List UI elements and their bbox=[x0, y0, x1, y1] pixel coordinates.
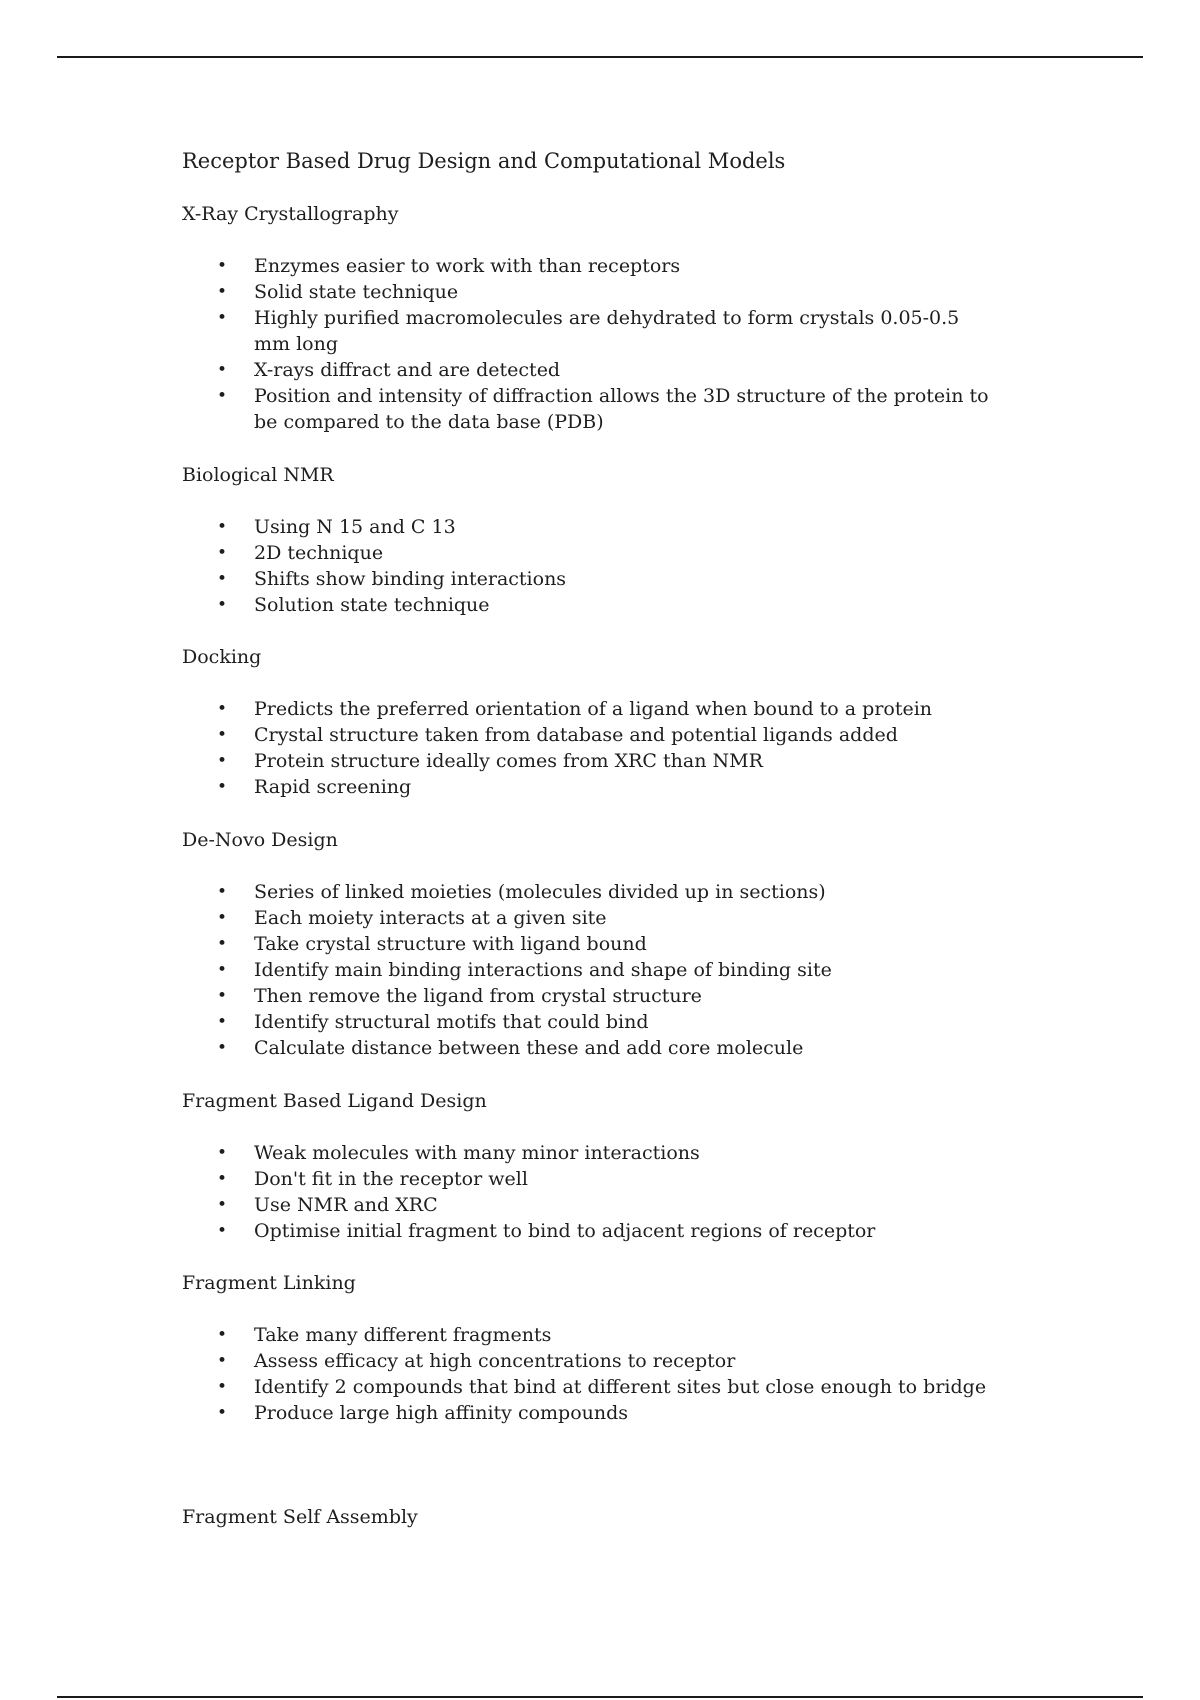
section-heading: Fragment Based Ligand Design bbox=[182, 1090, 487, 1112]
bullet-dot-icon: • bbox=[217, 308, 228, 328]
bullet-dot-icon: • bbox=[217, 1377, 228, 1397]
section-heading: X-Ray Crystallography bbox=[182, 203, 399, 225]
list-item: • Rapid screening bbox=[217, 776, 412, 798]
list-item: • Solution state technique bbox=[217, 594, 490, 616]
bullet-dot-icon: • bbox=[217, 751, 228, 771]
section-fragment-based-ligand-design bbox=[182, 1088, 1062, 1244]
bullet-dot-icon: • bbox=[217, 699, 228, 719]
bullet-dot-icon: • bbox=[217, 1038, 228, 1058]
bullet-dot-icon: • bbox=[217, 1169, 228, 1189]
list-item: • Then remove the ligand from crystal structure bbox=[217, 985, 702, 1007]
bullet-dot-icon: • bbox=[217, 282, 228, 302]
bullet-dot-icon: • bbox=[217, 1403, 228, 1423]
section-biological-nmr bbox=[182, 462, 1062, 618]
list-item: • Identify main binding interactions and shape of binding site bbox=[217, 959, 832, 981]
list-item: • Weak molecules with many minor interactions bbox=[217, 1142, 700, 1164]
bullet-dot-icon: • bbox=[217, 386, 228, 406]
bullet-dot-icon: • bbox=[217, 882, 228, 902]
list-item: • Protein structure ideally comes from XRC than NMR bbox=[217, 750, 763, 772]
list-item: • Take many different fragments bbox=[217, 1324, 552, 1346]
bullet-dot-icon: • bbox=[217, 569, 228, 589]
bullet-dot-icon: • bbox=[217, 256, 228, 276]
list-item: • Use NMR and XRC bbox=[217, 1194, 438, 1216]
bullet-dot-icon: • bbox=[217, 1195, 228, 1215]
list-item: • Identify 2 compounds that bind at different sites but close enough to bridge bbox=[217, 1376, 987, 1398]
list-item: • Series of linked moieties (molecules divided up in sections) bbox=[217, 881, 826, 903]
bullet-list bbox=[182, 253, 1062, 435]
bullet-dot-icon: • bbox=[217, 777, 228, 797]
bullet-dot-icon: • bbox=[217, 1143, 228, 1163]
list-item: • Crystal structure taken from database and potential ligands added bbox=[217, 724, 898, 746]
list-item: • Identify structural motifs that could bind bbox=[217, 1011, 649, 1033]
bullet-dot-icon: • bbox=[217, 543, 228, 563]
bullet-list bbox=[182, 696, 1062, 800]
bullet-dot-icon: • bbox=[217, 1012, 228, 1032]
section-heading: Fragment Self Assembly bbox=[182, 1506, 418, 1528]
bullet-list bbox=[182, 514, 1062, 618]
bullet-dot-icon: • bbox=[217, 1221, 228, 1241]
section-heading: De-Novo Design bbox=[182, 829, 338, 851]
list-item: • Assess efficacy at high concentrations to receptor bbox=[217, 1350, 736, 1372]
section-de-novo-design bbox=[182, 827, 1062, 1061]
bullet-list bbox=[182, 879, 1062, 1061]
section-xray-crystallography bbox=[182, 201, 1062, 435]
bullet-dot-icon: • bbox=[217, 360, 228, 380]
list-item: • Take crystal structure with ligand bound bbox=[217, 933, 647, 955]
list-item: • Produce large high affinity compounds bbox=[217, 1402, 629, 1424]
list-item: • Highly purified macromolecules are dehydrated to form crystals 0.05-0.5 mm long bbox=[217, 307, 960, 355]
list-item: • Solid state technique bbox=[217, 281, 459, 303]
section-heading: Docking bbox=[182, 646, 262, 668]
section-fragment-self-assembly bbox=[182, 1504, 1062, 1530]
bullet-dot-icon: • bbox=[217, 517, 228, 537]
bullet-dot-icon: • bbox=[217, 908, 228, 928]
list-item: • Predicts the preferred orientation of a ligand when bound to a protein bbox=[217, 698, 933, 720]
section-heading: Biological NMR bbox=[182, 464, 334, 486]
list-item: • X-rays diffract and are detected bbox=[217, 359, 561, 381]
section-fragment-linking bbox=[182, 1270, 1062, 1426]
bullet-list bbox=[182, 1322, 1062, 1426]
list-item: • Position and intensity of diffraction allows the 3D structure of the protein to be compared to the data base (PDB) bbox=[217, 385, 989, 433]
list-item: • Enzymes easier to work with than receptors bbox=[217, 255, 681, 277]
list-item: • Calculate distance between these and add core molecule bbox=[217, 1037, 804, 1059]
page-bottom-rule bbox=[57, 1696, 1143, 1698]
list-item: • Shifts show binding interactions bbox=[217, 568, 567, 590]
bullet-dot-icon: • bbox=[217, 725, 228, 745]
bullet-dot-icon: • bbox=[217, 595, 228, 615]
list-item: • Don't fit in the receptor well bbox=[217, 1168, 528, 1190]
document-title: Receptor Based Drug Design and Computational Models bbox=[182, 149, 786, 173]
bullet-dot-icon: • bbox=[217, 934, 228, 954]
list-item: • 2D technique bbox=[217, 542, 384, 564]
section-docking bbox=[182, 644, 1062, 800]
bullet-dot-icon: • bbox=[217, 1351, 228, 1371]
bullet-dot-icon: • bbox=[217, 986, 228, 1006]
list-item: • Using N 15 and C 13 bbox=[217, 516, 456, 538]
bullet-dot-icon: • bbox=[217, 960, 228, 980]
section-heading: Fragment Linking bbox=[182, 1272, 356, 1294]
list-item: • Optimise initial fragment to bind to adjacent regions of receptor bbox=[217, 1220, 876, 1242]
bullet-list bbox=[182, 1140, 1062, 1244]
list-item: • Each moiety interacts at a given site bbox=[217, 907, 607, 929]
page-top-rule bbox=[57, 56, 1143, 58]
bullet-dot-icon: • bbox=[217, 1325, 228, 1345]
